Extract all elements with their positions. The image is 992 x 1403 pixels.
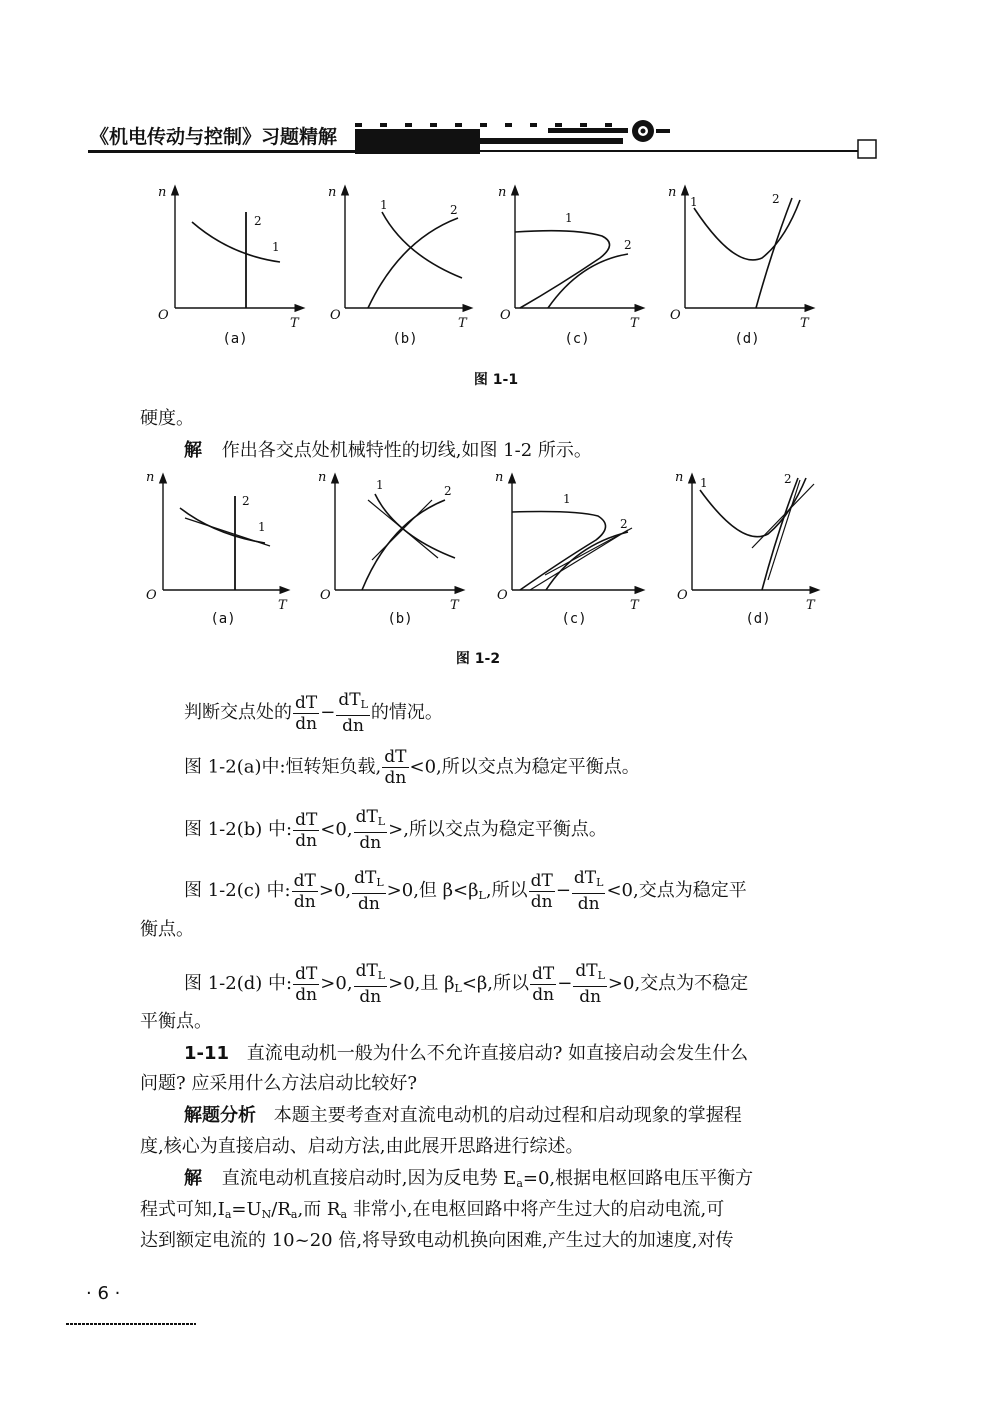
fig1c-caption: (c) xyxy=(564,331,590,347)
case-a-line xyxy=(184,747,640,788)
fig2a-origin: O xyxy=(146,588,157,603)
minus-sign: − xyxy=(555,880,571,901)
solve2-text-2b: =U xyxy=(231,1199,262,1220)
sub-a: a xyxy=(340,1208,348,1221)
frac-dT-dn xyxy=(292,871,318,912)
fig2d-label-2: 2 xyxy=(784,472,792,486)
judge-post: 的情况。 xyxy=(370,702,443,723)
fig1c-origin: O xyxy=(500,308,511,323)
solve2-text-2d: ,而 R xyxy=(297,1199,341,1220)
fig2d-axis-y: n xyxy=(675,470,684,485)
frac-dTL-dn xyxy=(354,807,388,853)
fig2b-axis-x: T xyxy=(450,598,459,613)
judge-line xyxy=(184,690,443,736)
case-c-continuation: 衡点。 xyxy=(140,919,194,940)
fig2c-caption: (c) xyxy=(561,611,587,627)
fig1c-label-2: 2 xyxy=(624,238,632,252)
fig2c-label-2: 2 xyxy=(620,517,628,531)
fig2a-label-2: 2 xyxy=(242,494,250,508)
fig2d-origin: O xyxy=(677,588,688,603)
fig1c-label-1: 1 xyxy=(565,211,573,225)
analysis-label: 解题分析 xyxy=(184,1105,256,1126)
figure-1-2-caption: 图 1-2 xyxy=(455,651,501,667)
solve2-line-1 xyxy=(184,1168,753,1195)
case-c-mid3: ,所以 xyxy=(485,880,528,901)
frac-den: dn xyxy=(295,830,318,851)
fig1d-axis-y: n xyxy=(668,185,677,200)
fig1a-label-1: 1 xyxy=(272,240,280,254)
frac-num: dT xyxy=(573,868,597,888)
case-b-line xyxy=(184,807,607,853)
case-d-mid1: >0, xyxy=(320,973,353,994)
fig2a-curve-1 xyxy=(180,508,265,543)
fig2b-tangent-2 xyxy=(372,500,432,560)
fig1a-axis-y: n xyxy=(158,185,167,200)
fig2c-curve-2 xyxy=(546,532,628,590)
frac-num: dT xyxy=(575,961,598,981)
fig2d-curve-1 xyxy=(700,478,806,537)
fig2c-tangent-1 xyxy=(530,530,628,590)
frac-num: dT xyxy=(295,809,318,830)
case-c-mid2: >0,但 β<β xyxy=(386,880,479,901)
frac-den: dn xyxy=(295,713,318,734)
fig2d-label-1: 1 xyxy=(700,476,708,490)
figure-1-1-caption: 图 1-1 xyxy=(473,372,519,388)
sub-a: a xyxy=(290,1208,298,1221)
fig1a-axis-x: T xyxy=(290,316,299,331)
sub-L: L xyxy=(377,815,386,828)
case-b-post: >,所以交点为稳定平衡点。 xyxy=(388,819,607,840)
frac-den: dn xyxy=(295,984,318,1005)
solve1-text: 作出各交点处机械特性的切线,如图 1-2 所示。 xyxy=(221,440,592,461)
fig2a-axis-y: n xyxy=(146,470,155,485)
sub-L: L xyxy=(478,889,486,902)
frac-den: dn xyxy=(384,768,407,788)
question-line-1 xyxy=(184,1043,748,1065)
fig1b-origin: O xyxy=(330,308,341,323)
case-c-post: <0,交点为稳定平 xyxy=(606,880,747,901)
solve2-label: 解 xyxy=(184,1168,202,1189)
fig2d-axis-x: T xyxy=(806,598,815,613)
solve2-text-1a: 直流电动机直接启动时,因为反电势 E xyxy=(221,1168,517,1189)
fig1d-origin: O xyxy=(670,308,681,323)
frac-dTL-dn xyxy=(354,961,388,1007)
frac-num: dT xyxy=(295,692,318,713)
minus-sign: − xyxy=(557,973,573,994)
sub-a: a xyxy=(224,1208,232,1221)
frac-dTL-dn xyxy=(336,690,370,736)
page-number: · 6 · xyxy=(86,1283,121,1304)
fig2d-tangent-2 xyxy=(752,484,814,548)
fig2-panel-a-plot xyxy=(163,478,285,590)
frac-den: dn xyxy=(579,987,602,1007)
frac-num: dT xyxy=(295,963,318,984)
frac-dTL-dn xyxy=(352,868,386,914)
solve2-line-2 xyxy=(140,1199,724,1226)
case-d-pre: 图 1-2(d) 中: xyxy=(184,973,293,994)
fig2b-label-2: 2 xyxy=(444,484,452,498)
sub-L: L xyxy=(376,876,384,889)
question-text-1: 直流电动机一般为什么不允许直接启动? 如直接启动会发生什么 xyxy=(246,1043,749,1064)
fig1d-axis-x: T xyxy=(800,316,809,331)
solve1-label: 解 xyxy=(184,440,202,461)
case-d-continuation: 平衡点。 xyxy=(140,1011,212,1032)
case-b-pre: 图 1-2(b) 中: xyxy=(184,819,293,840)
frac-num: dT xyxy=(384,747,407,767)
fig2c-origin: O xyxy=(497,588,508,603)
frac-den: dn xyxy=(530,891,553,912)
frac-dTL-dn xyxy=(573,961,607,1007)
fig2c-axis-y: n xyxy=(495,470,504,485)
frac-dT-dn xyxy=(530,964,556,1005)
fig2b-curve-2 xyxy=(362,500,445,590)
fig2b-curve-1 xyxy=(375,494,455,558)
case-c-mid1: >0, xyxy=(318,880,352,901)
frac-dTL-dn xyxy=(572,868,606,914)
fig2b-axis-y: n xyxy=(318,470,327,485)
question-line-2: 问题? 应采用什么方法启动比较好? xyxy=(140,1073,418,1094)
frac-den: dn xyxy=(359,987,382,1007)
sub-a: a xyxy=(516,1177,523,1190)
case-d-post: >0,交点为不稳定 xyxy=(607,973,749,994)
footer-decoration xyxy=(66,1322,196,1326)
fig2b-caption: (b) xyxy=(387,611,413,627)
case-b-mid: <0, xyxy=(320,819,353,840)
fig1b-caption: (b) xyxy=(392,331,418,347)
frac-den: dn xyxy=(577,894,600,914)
frac-dT-dn xyxy=(382,747,408,788)
case-d-line xyxy=(184,961,748,1007)
fig1a-label-2: 2 xyxy=(254,214,262,228)
sub-L: L xyxy=(360,698,368,711)
frac-den: dn xyxy=(359,833,382,853)
analysis-text-1: 本题主要考查对直流电动机的启动过程和启动现象的掌握程 xyxy=(273,1105,742,1126)
fig1b-axis-y: n xyxy=(328,185,337,200)
judge-pre: 判断交点处的 xyxy=(184,702,292,723)
fig1b-label-2: 2 xyxy=(450,203,458,217)
sub-N: N xyxy=(261,1208,272,1221)
question-number: 1-11 xyxy=(184,1043,230,1064)
fig2-panel-d-plot xyxy=(692,478,815,590)
fig2a-caption: (a) xyxy=(210,611,236,627)
sub-L: L xyxy=(377,969,386,982)
frac-num: dT xyxy=(293,870,316,891)
fig2-panel-b-plot xyxy=(335,478,460,590)
frac-num: dT xyxy=(355,807,378,827)
fig1c-axis-y: n xyxy=(498,185,507,200)
analysis-line-1 xyxy=(184,1105,742,1127)
fig1d-label-2: 2 xyxy=(772,192,780,206)
analysis-line-2: 度,核心为直接启动、启动方法,由此展开思路进行综述。 xyxy=(140,1136,584,1157)
solve2-text-1b: =0,根据电枢回路电压平衡方 xyxy=(522,1168,754,1189)
fig2a-axis-x: T xyxy=(278,598,287,613)
fig1a-caption: (a) xyxy=(222,331,248,347)
frac-num: dT xyxy=(532,963,555,984)
sub-L: L xyxy=(596,876,604,889)
case-a-pre: 图 1-2(a)中:恒转矩负载, xyxy=(184,756,382,778)
sub-L: L xyxy=(597,969,605,982)
case-c-pre: 图 1-2(c) 中: xyxy=(184,880,291,901)
solve2-text-2a: 程式可知,I xyxy=(140,1199,225,1220)
frac-num: dT xyxy=(355,961,378,981)
fig1b-label-1: 1 xyxy=(380,198,388,212)
fig1b-axis-x: T xyxy=(458,316,467,331)
case-c-line xyxy=(184,868,747,914)
frac-den: dn xyxy=(532,984,555,1005)
solve2-text-2c: /R xyxy=(271,1199,291,1220)
frac-num: dT xyxy=(338,690,361,710)
fig2c-tangent-2 xyxy=(545,528,632,575)
solve2-line-3: 达到额定电流的 10~20 倍,将导致电动机换向困难,产生过大的加速度,对传 xyxy=(140,1230,734,1251)
frac-num: dT xyxy=(530,870,553,891)
case-d-mid3: <β,所以 xyxy=(461,973,530,994)
case-d-mid2: >0,且 β xyxy=(388,973,455,994)
fig2b-label-1: 1 xyxy=(376,478,384,492)
frac-dT-dn xyxy=(293,810,319,851)
figure-1-2-graphs xyxy=(0,0,992,640)
fig2a-label-1: 1 xyxy=(258,520,266,534)
fig2d-caption: (d) xyxy=(745,611,771,627)
fig2-panel-c-plot xyxy=(512,478,640,590)
case-a-post: <0,所以交点为稳定平衡点。 xyxy=(409,756,640,778)
line-hardness: 硬度。 xyxy=(140,408,194,429)
fig1a-origin: O xyxy=(158,308,169,323)
frac-dT-dn xyxy=(293,693,319,734)
frac-num: dT xyxy=(354,868,377,888)
frac-den: dn xyxy=(293,891,316,912)
fig1c-axis-x: T xyxy=(630,316,639,331)
minus-sign: − xyxy=(320,702,336,723)
fig2c-label-1: 1 xyxy=(563,492,571,506)
frac-dT-dn xyxy=(529,871,555,912)
fig2c-curve-1 xyxy=(512,512,606,591)
frac-den: dn xyxy=(342,716,365,736)
frac-dT-dn xyxy=(293,964,319,1005)
fig1d-label-1: 1 xyxy=(690,195,698,209)
frac-den: dn xyxy=(357,894,380,914)
sub-L: L xyxy=(454,982,462,995)
solve2-text-2e: 非常小,在电枢回路中将产生过大的启动电流,可 xyxy=(347,1199,725,1220)
book-title: 《机电传动与控制》习题精解 xyxy=(90,126,338,148)
fig1d-caption: (d) xyxy=(734,331,760,347)
fig2b-origin: O xyxy=(320,588,331,603)
fig2c-axis-x: T xyxy=(630,598,639,613)
